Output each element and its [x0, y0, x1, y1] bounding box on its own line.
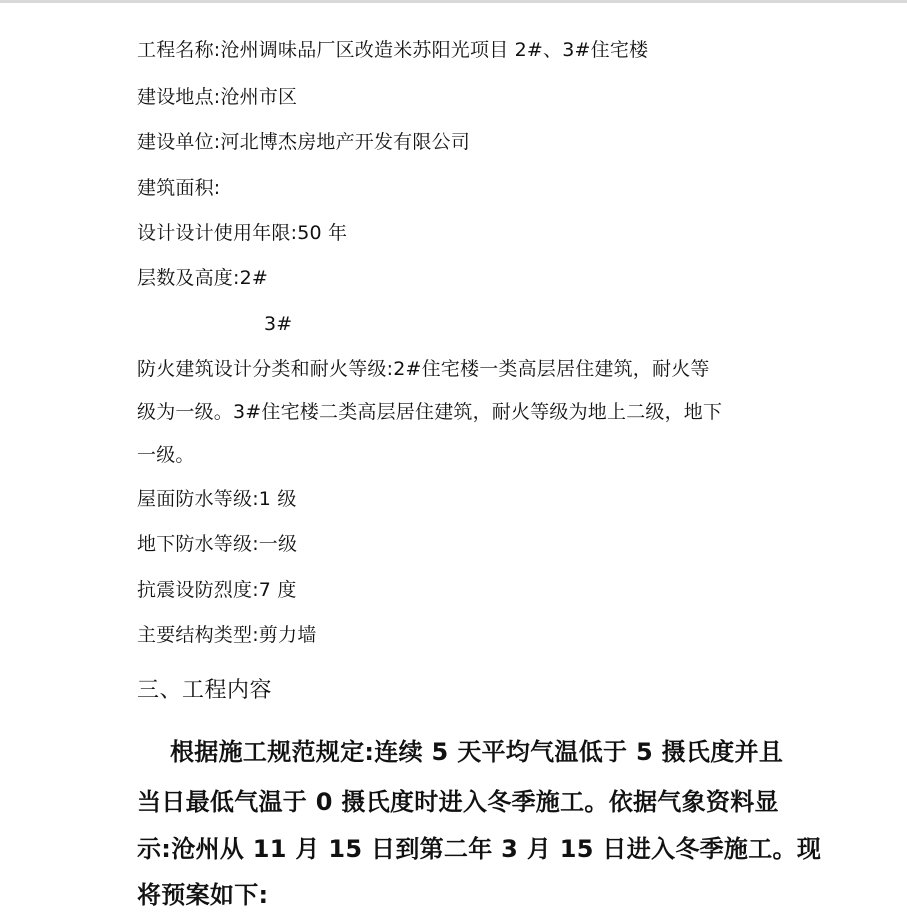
paragraph-line-3: 示:沧州从 11 月 15 日到第二年 3 月 15 日进入冬季施工。现 — [137, 835, 822, 863]
structure-line: 主要结构类型:剪力墙 — [137, 624, 317, 646]
floors-3-line: 3# — [264, 313, 293, 335]
owner-line: 建设单位:河北博杰房地产开发有限公司 — [137, 131, 471, 153]
service-life-line: 设计设计使用年限:50 年 — [137, 222, 348, 244]
location-line: 建设地点:沧州市区 — [137, 86, 298, 108]
paragraph-line-4: 将预案如下: — [137, 881, 269, 909]
area-line: 建筑面积: — [137, 177, 221, 199]
basement-waterproof-line: 地下防水等级:一级 — [137, 533, 298, 555]
floors-2-line: 层数及高度:2# — [137, 267, 269, 289]
roof-waterproof-line: 屋面防水等级:1 级 — [137, 488, 297, 510]
seismic-line: 抗震设防烈度:7 度 — [137, 579, 297, 601]
fire-rating-line-1: 防火建筑设计分类和耐火等级:2#住宅楼一类高层居住建筑，耐火等 — [137, 358, 710, 380]
fire-rating-line-2: 级为一级。3#住宅楼二类高层居住建筑，耐火等级为地上二级，地下 — [137, 401, 723, 423]
section-heading: 三、工程内容 — [137, 678, 273, 703]
page-top-border — [0, 0, 907, 3]
project-name-line: 工程名称:沧州调味品厂区改造米苏阳光项目 2#、3#住宅楼 — [137, 39, 649, 61]
paragraph-line-1: 根据施工规范规定:连续 5 天平均气温低于 5 摄氏度并且 — [170, 738, 784, 766]
fire-rating-line-3: 一级。 — [137, 444, 195, 466]
paragraph-line-2: 当日最低气温于 0 摄氏度时进入冬季施工。依据气象资料显 — [137, 788, 779, 816]
